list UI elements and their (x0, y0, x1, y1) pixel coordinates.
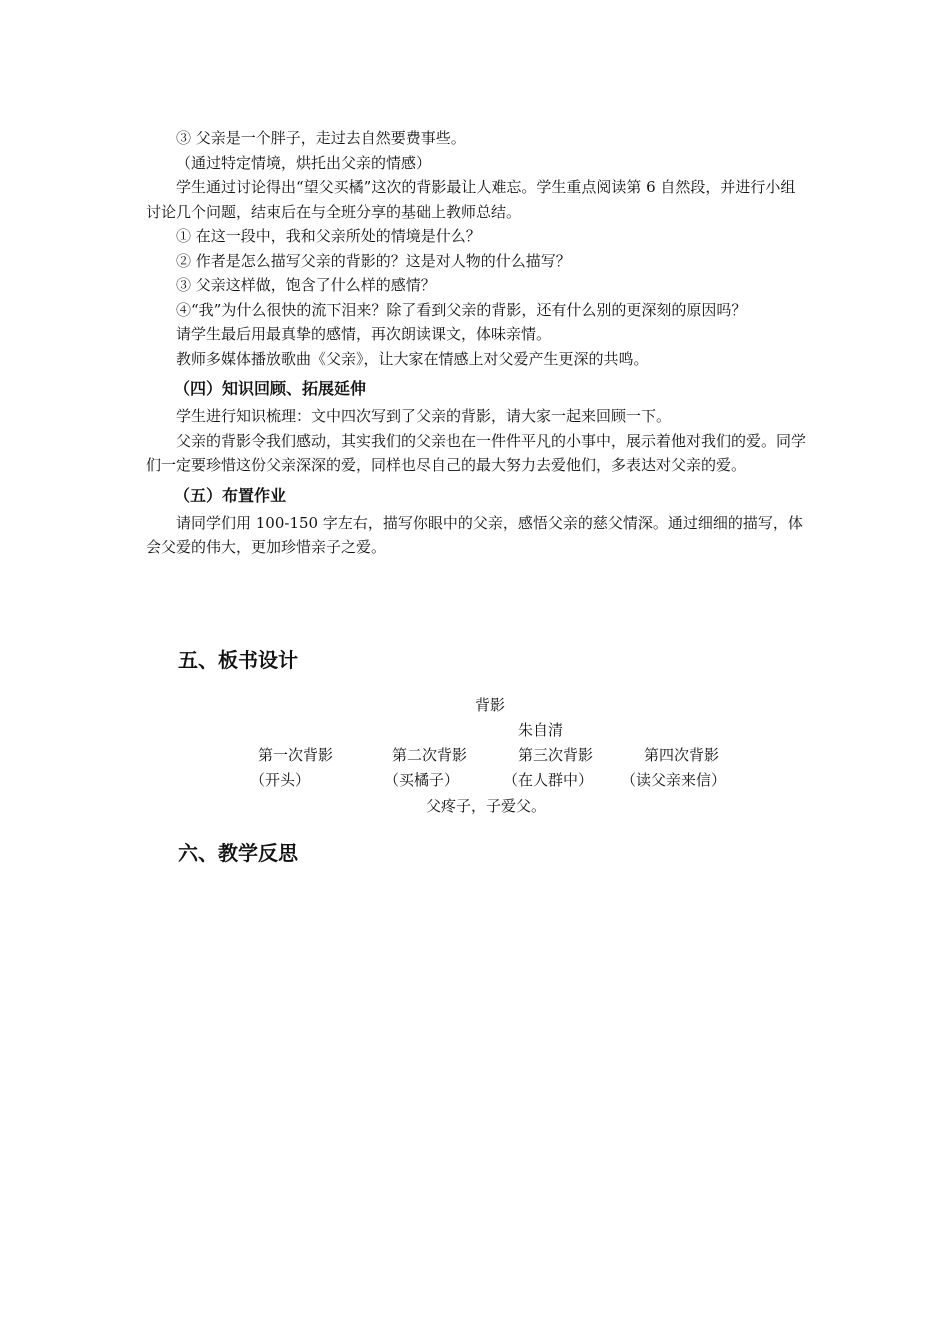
paragraph: ③ 父亲是一个胖子，走过去自然要费事些。 (176, 129, 466, 147)
paragraph: ④“我”为什么很快的流下泪来？除了看到父亲的背影，还有什么别的更深刻的原因吗？ (176, 300, 747, 319)
board-title: 背影 (475, 696, 506, 714)
board-item-note: （在人群中） (503, 771, 594, 789)
paragraph: 教师多媒体播放歌曲《父亲》，让大家在情感上对父爱产生更深的共鸣。 (176, 349, 649, 368)
paragraph: ① 在这一段中，我和父亲所处的情境是什么？ (176, 227, 481, 245)
paragraph: （通过特定情境，烘托出父亲的情感） (176, 153, 432, 172)
board-item-note: （读父亲来信） (621, 771, 727, 789)
board-author: 朱自清 (518, 721, 564, 739)
board-item-name: 第二次背影 (392, 746, 468, 764)
board-item-note: （买橘子） (384, 771, 460, 789)
board-item-name: 第一次背影 (258, 746, 334, 764)
board-summary: 父疼子，子爱父。 (426, 797, 547, 815)
paragraph: 请同学们用 100-150 字左右，描写你眼中的父亲，感悟父亲的慈父情深。通过细细的描写，体会父爱的伟大，更加珍惜亲子之爱。 (146, 513, 803, 556)
board-design-heading: 五、板书设计 (178, 648, 298, 672)
section-heading-5: （五）布置作业 (174, 485, 287, 505)
board-item-name: 第四次背影 (644, 746, 720, 764)
section-heading-4: （四）知识回顾、拓展延伸 (174, 379, 367, 398)
paragraph: 请学生最后用最真挚的感情，再次朗读课文，体味亲情。 (176, 325, 552, 343)
paragraph: 父亲的背影令我们感动，其实我们的父亲也在一件件平凡的小事中，展示着他对我们的爱。同学们一定要珍惜这份父亲深深的爱，同样也尽自己的最大努力去爱他们，多表达对父亲的爱。 (146, 431, 807, 474)
paragraph: 学生通过讨论得出“望父买橘”这次的背影最让人难忘。学生重点阅读第 6 自然段，并进行小组讨论几个问题，结束后在与全班分享的基础上教师总结。 (146, 178, 796, 221)
paragraph: 学生进行知识梳理：文中四次写到了父亲的背影，请大家一起来回顾一下。 (176, 407, 672, 425)
paragraph: ③ 父亲这样做，饱含了什么样的感情？ (176, 276, 436, 294)
teaching-reflection-heading: 六、教学反思 (178, 841, 298, 865)
board-item-note: （开头） (250, 771, 311, 789)
paragraph: ② 作者是怎么描写父亲的背影的？这是对人物的什么描写？ (176, 251, 571, 270)
board-item-name: 第三次背影 (518, 746, 594, 764)
document-body (146, 126, 810, 560)
